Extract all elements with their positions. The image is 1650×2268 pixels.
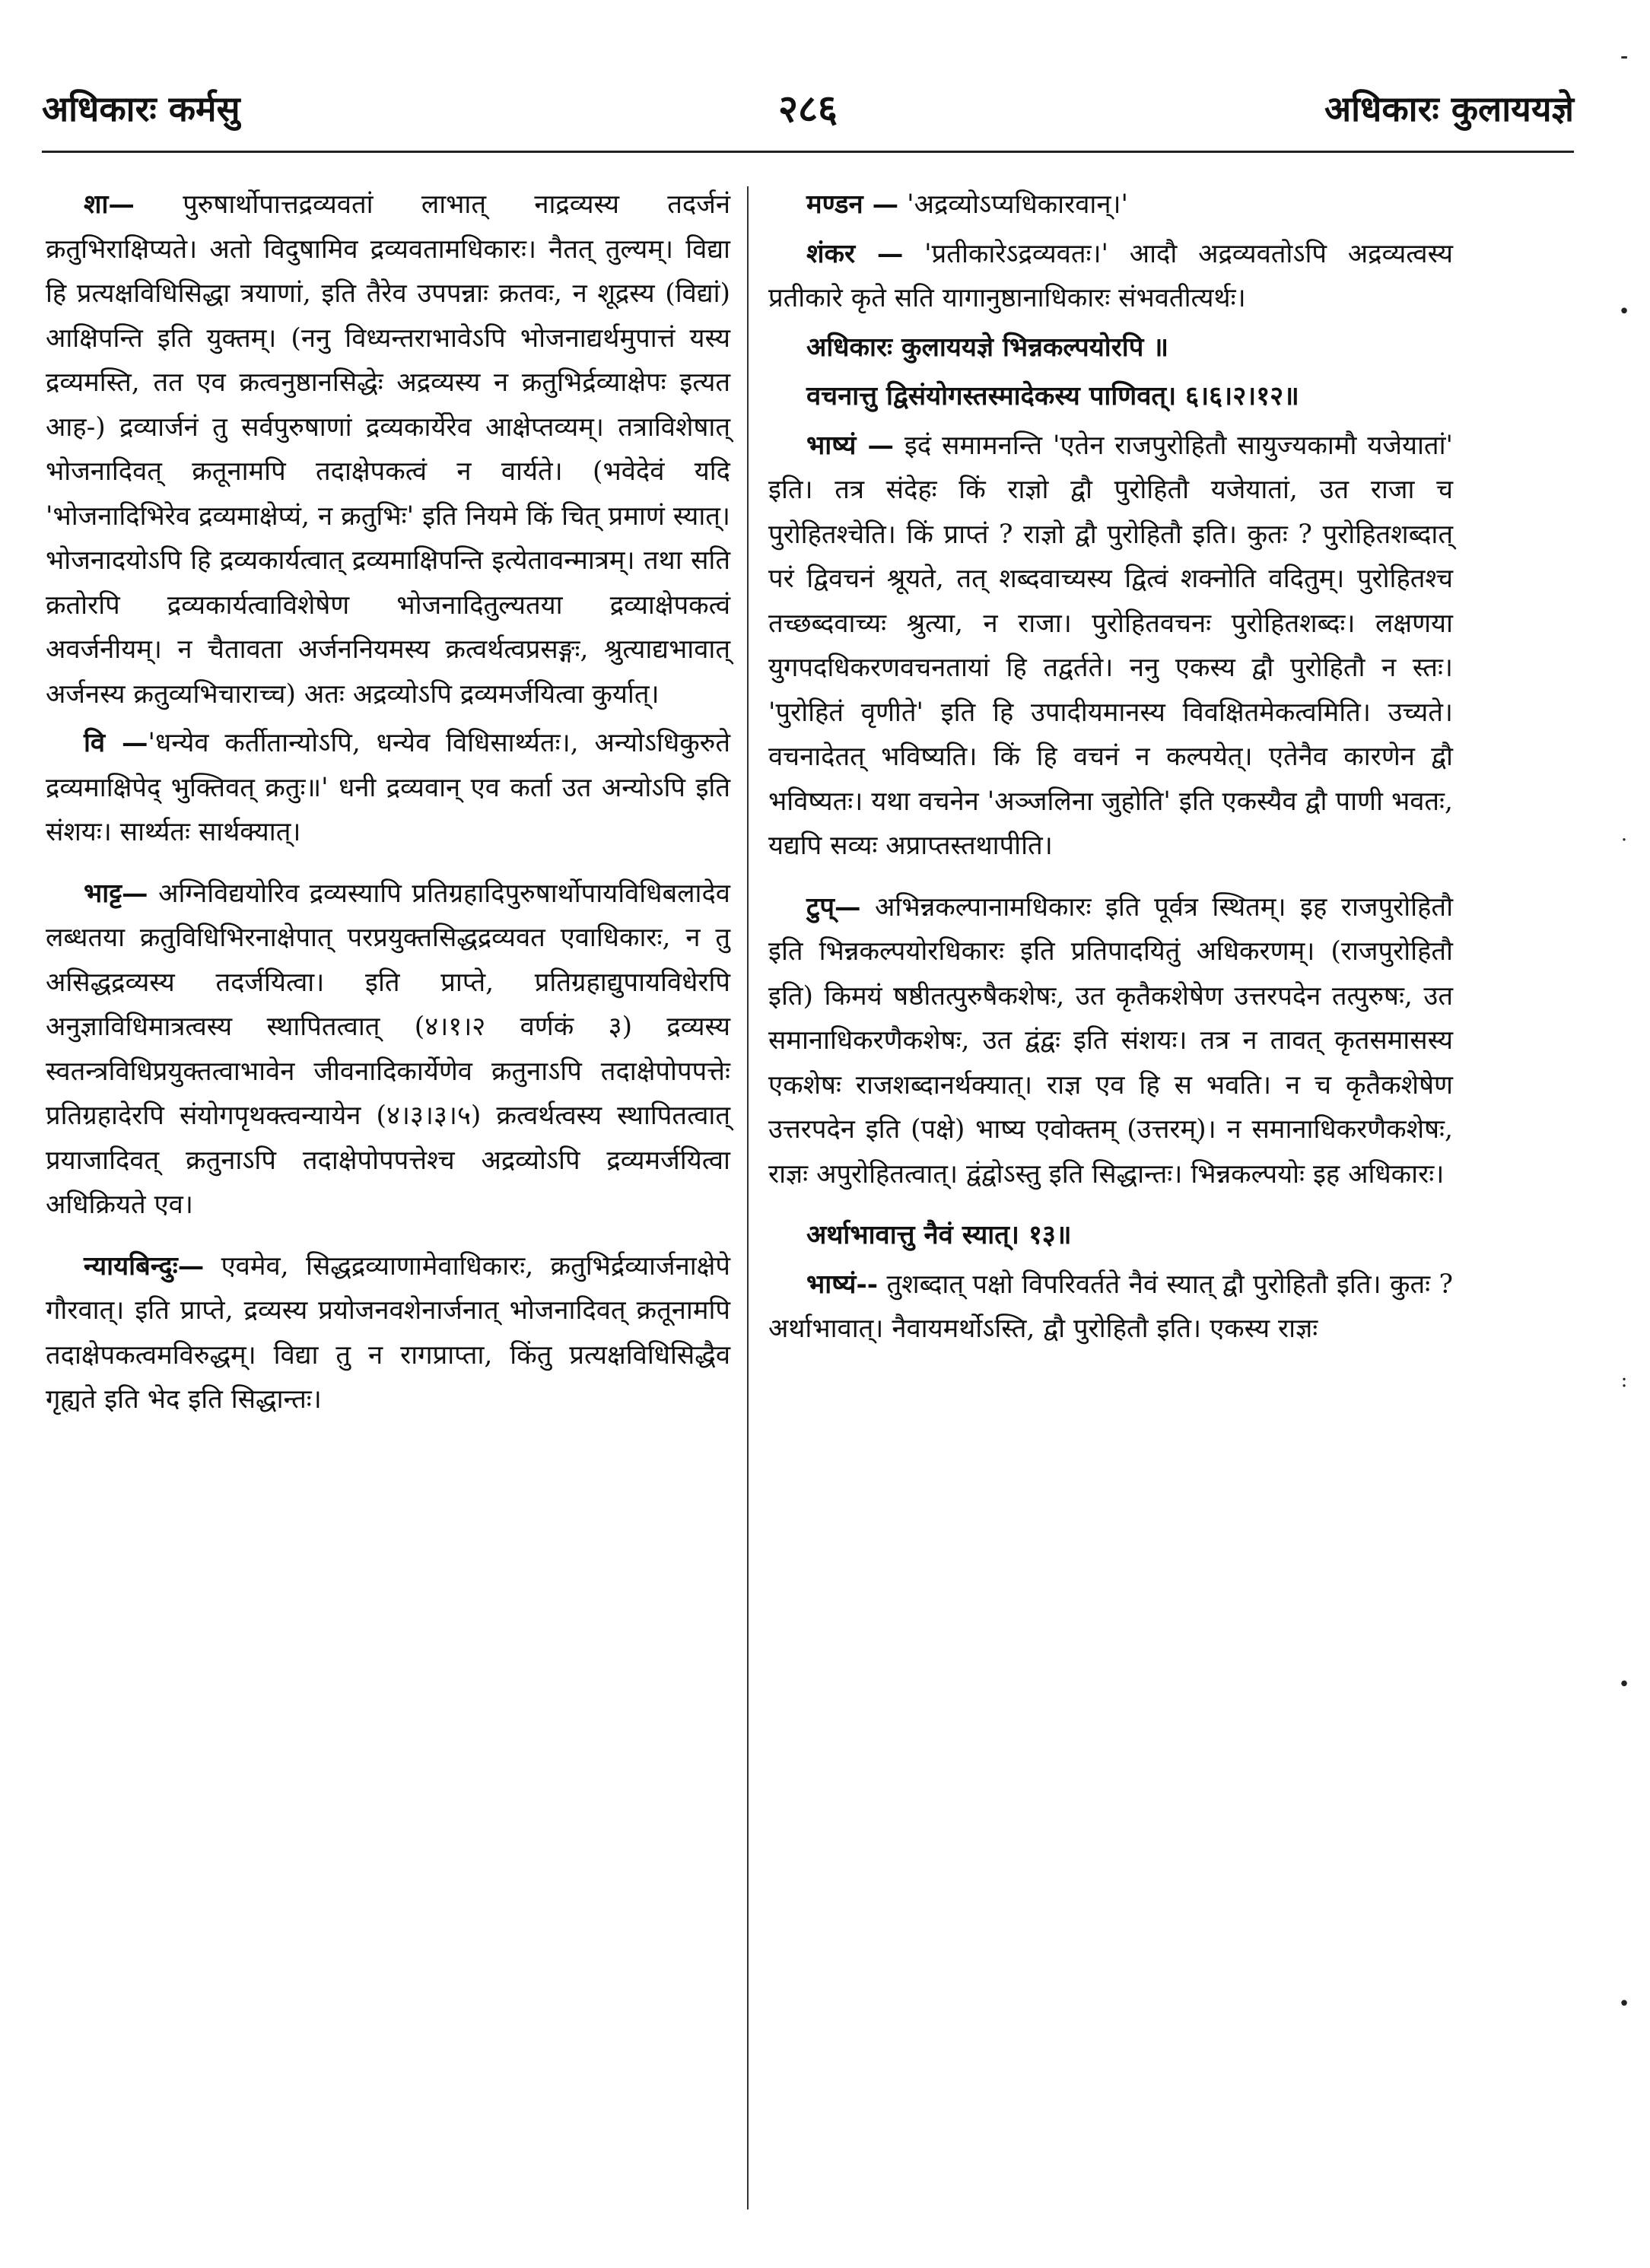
margin-speck: ·: [1620, 829, 1628, 852]
commentary-shabara: [46, 183, 730, 716]
commentary-tuptika: [768, 885, 1453, 1197]
sutra-13: अर्थाभावात्तु नैवं स्यात्। १३॥: [806, 1220, 1072, 1250]
commentary-label: टुप्—: [806, 891, 861, 923]
margin-speck: •: [1618, 1993, 1630, 2015]
margin-speck: •: [1618, 300, 1630, 323]
commentary-label: भाष्यं —: [806, 430, 894, 461]
commentary-label: मण्डन —: [806, 189, 899, 220]
margin-speck: ⁃: [1619, 47, 1629, 70]
commentary-nyayabindu: [46, 1244, 730, 1422]
commentary-text: अग्निविद्ययोरिव द्रव्यस्यापि प्रतिग्रहादिपुरुषार्थोपायविधिबलादेव लब्धतया क्रतुविधिभिरनाक्षेपात् परप्रयुक्तसिद्धद्रव्यवत एवाधिकारः, न तु असिद्धद्रव्यस्य तदर्जयित्वा। इति प्राप्ते, प्रतिग्रहाद्युपायविधेरपि अनुज्ञाविधिमात्रत्वस्य स्थापितत्वात् (४।१।२ वर्णकं ३) द्रव्यस्य स्वतन्त्रविधिप्रयुक्तत्वाभावेन जीवनादिकार्येणेव क्रतुनाऽपि तदाक्षेपोपपत्तेः प्रतिग्रहादेरपि संयोगपृथक्त्वन्यायेन (४।३।३।५) क्रत्वर्थत्वस्य स्थापितत्वात् प्रयाजादिवत् क्रतुनाऽपि तदाक्षेपोपपत्तेश्च अद्रव्योऽपि द्रव्यमर्जयित्वा अधिक्रियते एव।: [46, 878, 730, 1220]
header-right-title: अधिकारः कुलाययज्ञे: [1324, 88, 1574, 129]
commentary-text: एवमेव, सिद्धद्रव्याणामेवाधिकारः, क्रतुभिर्द्रव्यार्जनाक्षेपे गौरवात्। इति प्राप्ते, द्रव्यस्य प्रयोजनवशेनार्जनात् भोजनादिवत् क्रतूनामपि तदाक्षेपकत्वमविरुद्धम्। विद्या तु न रागप्राप्ता, किंतु प्रत्यक्षविधिसिद्धैव गृह्यते इति भेद इति सिद्धान्तः।: [46, 1250, 730, 1415]
commentary-label: न्यायबिन्दुः—: [84, 1250, 205, 1282]
header-rule: [42, 151, 1574, 153]
commentary-text: 'धन्येव कर्तीतान्योऽपि, धन्येव विधिसार्थ्यतः।, अन्योऽधिकुरुते द्रव्यमाक्षिपेद् भुक्तिवत् क्रतुः॥' धनी द्रव्यवान् एव कर्ता उत अन्योऽपि इति संशयः। सार्थ्यतः सार्थक्यात्।: [46, 728, 730, 847]
page-header: [42, 72, 1574, 148]
commentary-label: शा—: [84, 189, 135, 220]
sutra-12: वचनात्तु द्विसंयोगस्तस्मादेकस्य पाणिवत्। ६।६।२।१२॥: [806, 381, 1299, 411]
margin-speck: •: [1618, 1673, 1630, 1696]
commentary-label: भाट्ट—: [84, 878, 148, 909]
commentary-shankara: [768, 232, 1453, 321]
adhikarana-heading: अधिकारः कुलाययज्ञे भिन्नकल्पयोरपि ॥: [806, 332, 1169, 363]
commentary-label: वि —: [84, 728, 148, 758]
page-number: २८६: [778, 86, 838, 131]
bhashya-13: [768, 1263, 1453, 1352]
commentary-label: भाष्यं--: [806, 1269, 879, 1300]
margin-speck: :: [1620, 1369, 1628, 1392]
commentary-text: इदं समामनन्ति 'एतेन राजपुरोहितौ सायुज्यकामौ यजेयातां' इति। तत्र संदेहः किं राज्ञो द्वौ पुरोहितौ यजेयातां, उत राजा च पुरोहितश्चेति। किं प्राप्तं ? राज्ञो द्वौ पुरोहितौ इति। कुतः ? पुरोहितशब्दात् परं द्विवचनं श्रूयते, तत् शब्दवाच्यस्य द्वित्वं शक्नोति वदितुम्। पुरोहितश्च तच्छब्दवाच्यः श्रुत्या, न राजा। पुरोहितवचनः पुरोहितशब्दः। लक्षणया युगपदधिकरणवचनतायां हि तद्वर्तते। ननु एकस्य द्वौ पुरोहितौ न स्तः। 'पुरोहितं वृणीते' इति हि उपादीयमानस्य विवक्षितमेकत्वमिति। उच्यते। वचनादेतत् भविष्यति। किं हि वचनं न कल्पयेत्। एतेनैव कारणेन द्वौ भविष्यतः। यथा वचनेन 'अञ्जलिना जुहोति' इति एकस्यैव द्वौ पाणी भवतः, यद्यपि सव्यः अप्राप्तस्तथापीति।: [768, 430, 1453, 861]
right-column: [768, 183, 1453, 1356]
commentary-text: अभिन्नकल्पानामधिकारः इति पूर्वत्र स्थितम्। इह राजपुरोहितौ इति भिन्नकल्पयोरधिकारः इति प्रतिपादयितुं अधिकरणम्। (राजपुरोहितौ इति) किमयं षष्ठीतत्पुरुषैकशेषः, उत कृतैकशेषेण उत्तरपदेन तत्पुरुषः, उत समानाधिकरणैकशेषः, उत द्वंद्वः इति संशयः। तत्र न तावत् कृतसमासस्य एकशेषः राजशब्दानर्थक्यात्। राज्ञ एव हि स भवति। न च कृतैकशेषेण उत्तरपदेन इति (पक्षे) भाष्य एवोक्तम् (उत्तरम्)। न समानाधिकरणैकशेषः, राज्ञः अपुरोहितत्वात्। द्वंद्वोऽस्तु इति सिद्धान्तः। भिन्नकल्पयोः इह अधिकारः।: [768, 891, 1453, 1190]
commentary-text: तुशब्दात् पक्षो विपरिवर्तते नैवं स्यात् द्वौ पुरोहितौ इति। कुतः ? अर्थाभावात्। नैवायमर्थोऽस्ति, द्वौ पुरोहितौ इति। एकस्य राज्ञः: [768, 1269, 1453, 1344]
commentary-vi: [46, 721, 730, 855]
commentary-mandana: [768, 183, 1453, 227]
bhashya-12: [768, 424, 1453, 869]
commentary-bhatta: [46, 872, 730, 1228]
column-divider: [747, 186, 749, 2209]
left-column: [46, 183, 730, 1427]
commentary-label: शंकर —: [806, 238, 904, 269]
commentary-text: पुरुषार्थोपात्तद्रव्यवतां लाभात् नाद्रव्यस्य तदर्जनं क्रतुभिराक्षिप्यते। अतो विदुषामिव द्रव्यवतामधिकारः। नैतत् तुल्यम्। विद्या हि प्रत्यक्षविधिसिद्धा त्रयाणां, इति तैरेव उपपन्नाः क्रतवः, न शूद्रस्य (विद्यां) आक्षिपन्ति इति युक्तम्। (ननु विध्यन्तराभावेऽपि भोजनाद्यर्थमुपात्तं यस्य द्रव्यमस्ति, तत एव क्रत्वनुष्ठानसिद्धेः अद्रव्यस्य न क्रतुभिर्द्रव्याक्षेपः इत्यत आह-) द्रव्यार्जनं तु सर्वपुरुषाणां द्रव्यकार्येरेव आक्षेप्तव्यम्। तत्राविशेषात् भोजनादिवत् क्रतूनामपि तदाक्षेपकत्वं न वार्यते। (भवेदेवं यदि 'भोजनादिभिरेव द्रव्यमाक्षेप्यं, न क्रतुभिः' इति नियमे किं चित् प्रमाणं स्यात्। भोजनादयोऽपि हि द्रव्यकार्यत्वात् द्रव्यमाक्षिपन्ति इत्येतावन्मात्रम्। तथा सति क्रतोरपि द्रव्यकार्यत्वाविशेषेण भोजनादितुल्यतया द्रव्याक्षेपकत्वं अवर्जनीयम्। न चैतावता अर्जननियमस्य क्रत्वर्थत्वप्रसङ्गः, श्रुत्याद्यभावात् अर्जनस्य क्रतुव्यभिचाराच्च) अतः अद्रव्योऽपि द्रव्यमर्जयित्वा कुर्यात्।: [46, 189, 730, 710]
header-left-title: अधिकारः कर्मसु: [42, 88, 240, 129]
commentary-text: 'अद्रव्योऽप्यधिकारवान्।': [898, 189, 1129, 220]
commentary-text: 'प्रतीकारेऽद्रव्यवतः।' आदौ अद्रव्यवतोऽपि अद्रव्यत्वस्य प्रतीकारे कृते सति यागानुष्ठानाधिकारः संभवतीत्यर्थः।: [768, 238, 1454, 313]
